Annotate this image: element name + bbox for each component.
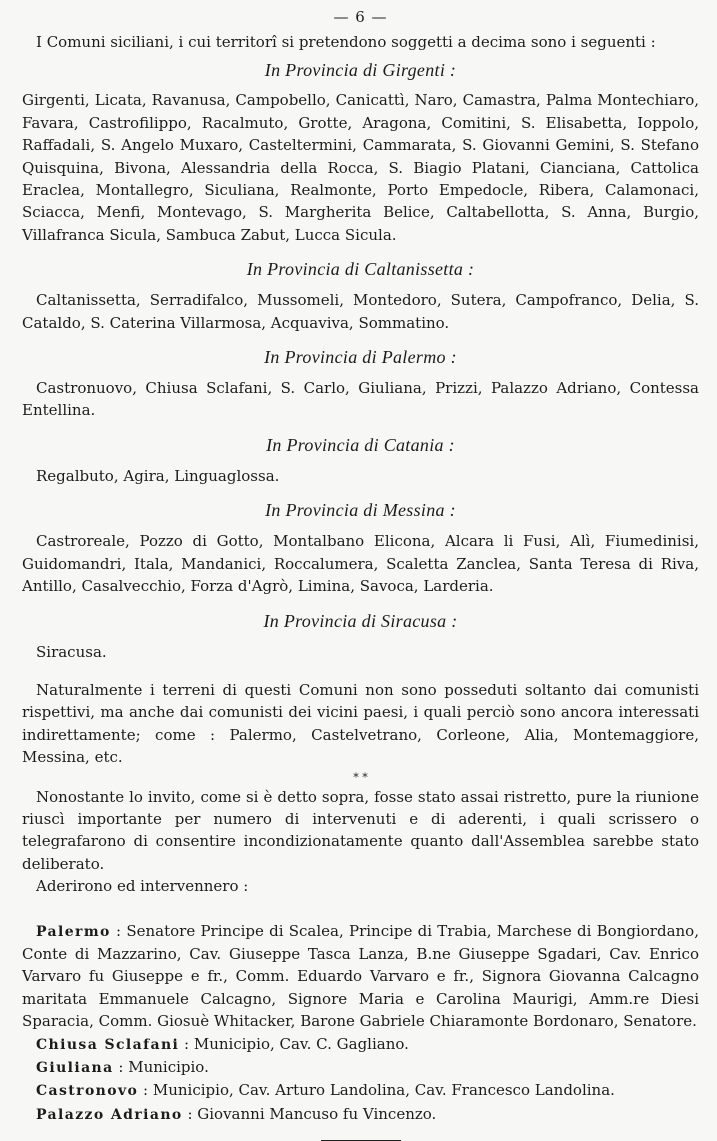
province-heading: In Provincia di Girgenti : (264, 60, 457, 81)
province-section-messina (22, 498, 699, 597)
adherent-names: : Giovanni Mancuso fu Vincenzo. (187, 1104, 437, 1123)
adherent-entry (22, 1079, 699, 1102)
province-section-palermo (22, 345, 699, 422)
commune-list: Regalbuto, Agira, Linguaglossa. (36, 466, 280, 485)
body-paragraph: Nonostante lo invito, come si è detto sopra, fosse stato assai ristretto, pure la riunione riuscì importante per numero di intervenuti e di aderenti, i quali scrissero o telegrafarono di consentire incondizionatamente quanto dall'Assemblea sarebbe stato deliberato. (22, 787, 699, 873)
commune-list: Caltanissetta, Serradifalco, Mussomeli, Montedoro, Sutera, Campofranco, Delia, S. Cataldo, S. Caterina Villarmosa, Acquaviva, Sommatino. (22, 291, 699, 332)
province-heading: In Provincia di Siracusa : (263, 610, 458, 631)
province-heading: In Provincia di Palermo : (264, 347, 457, 368)
adherent-names: : Municipio, Cav. Arturo Landolina, Cav. Francesco Landolina. (143, 1081, 615, 1100)
adherent-city: Palermo (36, 923, 111, 940)
adherent-names: : Municipio. (118, 1058, 209, 1076)
adherent-entry (22, 1056, 699, 1079)
page-number: — 6 — (333, 8, 388, 26)
intro-text: I Comuni siciliani, i cui territorî si pretendono soggetti a decima sono i seguenti : (36, 33, 656, 51)
asterism-divider: * * (353, 770, 368, 784)
adherent-names: : Senatore Principe di Scalea, Principe di Trabia, Marchese di Bongiordano, Conte di Mazzarino, Cav. Giuseppe Tasca Lanza, B.ne Giuseppe Sgadari, Cav. Enrico Varvaro fu Giuseppe e fr., Comm. Eduardo Varvaro e fr., Signora Giovanna Calcagno maritata Emmanuele Calcagno, Signore Maria e Carolina Maurigi, Amm.re Diesi Sparacia, Comm. Giosuè Whitacker, Barone Gabriele Chiaramonte Bordonaro, Senatore. (22, 921, 699, 1031)
province-section-catania (22, 433, 699, 487)
adherent-entry (22, 920, 699, 1033)
province-heading: In Provincia di Catania : (266, 434, 455, 455)
commune-list: Siracusa. (36, 642, 107, 661)
body-paragraph: Aderirono ed intervennero : (36, 877, 249, 896)
province-heading: In Provincia di Caltanissetta : (246, 259, 475, 280)
province-section-siracusa (22, 609, 699, 663)
commune-list: Castronuovo, Chiusa Sclafani, S. Carlo, Giuliana, Prizzi, Palazzo Adriano, Contessa Entellina. (22, 379, 699, 420)
province-section-girgenti (22, 58, 699, 246)
adherent-city: Castronovo (36, 1083, 139, 1100)
commune-list: Castroreale, Pozzo di Gotto, Montalbano Elicona, Alcara li Fusi, Alì, Fiumedinisi, Guidomandri, Itala, Mandanici, Roccalumera, Scaletta Zanclea, Santa Teresa di Riva, Antillo, Casalvecchio, Forza d'Agrò, Limina, Savoca, Larderia. (22, 532, 699, 596)
adherent-city: Giuliana (36, 1060, 114, 1076)
adherent-entry (22, 1103, 699, 1126)
adherent-names: : Municipio, Cav. C. Gagliano. (184, 1034, 409, 1053)
body-paragraph: Naturalmente i terreni di questi Comuni non sono posseduti soltanto dai comunisti rispettivi, ma anche dai comunisti dei vicini paesi, i quali perciò sono ancora interessati indirettamente; come : Palermo, Castelvetrano, Corleone, Alia, Montemaggiore, Messina, etc. (22, 680, 699, 767)
adherent-city: Palazzo Adriano (36, 1106, 183, 1123)
commune-list: Girgenti, Licata, Ravanusa, Campobello, Canicattì, Naro, Camastra, Palma Montechiaro, Favara, Castrofilippo, Racalmuto, Grotte, Aragona, Comitini, S. Elisabetta, Ioppolo, Raffadali, S. Angelo Muxaro, Casteltermini, Cammarata, S. Giovanni Gemini, S. Stefano Quisquina, Bivona, Alessandria della Rocca, S. Biagio Platani, Cianciana, Cattolica Eraclea, Montallegro, Siculiana, Realmonte, Porto Empedocle, Ribera, Calamonaci, Sciacca, Menfi, Montevago, S. Margherita Belice, Caltabellotta, S. Anna, Burgio, Villafranca Sicula, Sambuca Zabut, Lucca Sicula. (22, 91, 699, 244)
province-heading: In Provincia di Messina : (265, 500, 456, 521)
adherent-city: Chiusa Sclafani (36, 1036, 180, 1053)
province-section-caltanissetta (22, 257, 699, 334)
adherents-list (22, 920, 699, 1127)
adherent-entry (22, 1033, 699, 1056)
